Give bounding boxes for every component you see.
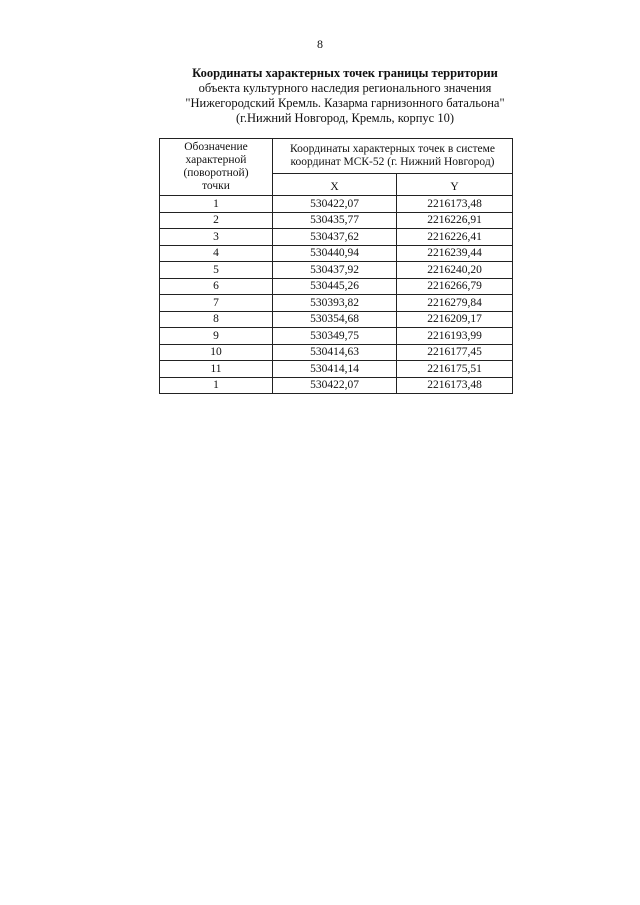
point-header-line: характерной (185, 154, 247, 166)
y-cell: 2216209,17 (397, 311, 513, 328)
x-cell: 530445,26 (273, 278, 397, 295)
y-cell: 2216173,48 (397, 196, 513, 213)
point-cell: 10 (160, 344, 273, 361)
heading-line-2: объекта культурного наследия регионального значения (198, 81, 492, 95)
y-cell: 2216175,51 (397, 361, 513, 378)
point-cell: 8 (160, 311, 273, 328)
point-header-line: (поворотной) (183, 167, 249, 179)
table-row (160, 361, 513, 378)
point-cell: 1 (160, 377, 273, 394)
heading-title: Координаты характерных точек границы территории (192, 66, 498, 80)
point-cell: 6 (160, 278, 273, 295)
table-row (160, 295, 513, 312)
table-row (160, 196, 513, 213)
point-cell: 9 (160, 328, 273, 345)
y-cell: 2216239,44 (397, 245, 513, 262)
system-header-line: координат МСК-52 (г. Нижний Новгород) (290, 156, 495, 168)
y-cell: 2216177,45 (397, 344, 513, 361)
table-row (160, 278, 513, 295)
x-cell: 530440,94 (273, 245, 397, 262)
document-heading (0, 66, 640, 126)
y-cell: 2216226,91 (397, 212, 513, 229)
point-header-line: Обозначение (184, 141, 248, 153)
system-header-line: Координаты характерных точек в системе (289, 143, 496, 155)
point-cell: 4 (160, 245, 273, 262)
table-row (160, 212, 513, 229)
table-row (160, 377, 513, 394)
x-cell: 530422,07 (273, 196, 397, 213)
x-cell: 530393,82 (273, 295, 397, 312)
x-cell: 530414,63 (273, 344, 397, 361)
point-cell: 7 (160, 295, 273, 312)
point-cell: 5 (160, 262, 273, 279)
x-cell: 530435,77 (273, 212, 397, 229)
point-cell: 2 (160, 212, 273, 229)
x-cell: 530414,14 (273, 361, 397, 378)
point-cell: 11 (160, 361, 273, 378)
point-header-line: точки (202, 180, 230, 192)
x-cell: 530349,75 (273, 328, 397, 345)
x-cell: 530354,68 (273, 311, 397, 328)
point-cell: 3 (160, 229, 273, 246)
table-row (160, 262, 513, 279)
point-column-header (160, 139, 273, 196)
heading-line-3: "Нижегородский Кремль. Казарма гарнизонного батальона" (185, 96, 505, 110)
table-row (160, 328, 513, 345)
coordinates-table (159, 138, 513, 394)
y-cell: 2216279,84 (397, 295, 513, 312)
table-row (160, 311, 513, 328)
y-cell: 2216193,99 (397, 328, 513, 345)
table-row (160, 344, 513, 361)
y-cell: 2216173,48 (397, 377, 513, 394)
table-row (160, 229, 513, 246)
coordinate-system-header (273, 139, 513, 174)
y-column-header: Y (397, 174, 513, 196)
table-row (160, 245, 513, 262)
page-number: 8 (317, 37, 323, 51)
x-cell: 530437,92 (273, 262, 397, 279)
point-cell: 1 (160, 196, 273, 213)
y-cell: 2216226,41 (397, 229, 513, 246)
heading-line-4: (г.Нижний Новгород, Кремль, корпус 10) (236, 111, 454, 125)
x-cell: 530437,62 (273, 229, 397, 246)
x-column-header: X (273, 174, 397, 196)
y-cell: 2216266,79 (397, 278, 513, 295)
x-cell: 530422,07 (273, 377, 397, 394)
y-cell: 2216240,20 (397, 262, 513, 279)
